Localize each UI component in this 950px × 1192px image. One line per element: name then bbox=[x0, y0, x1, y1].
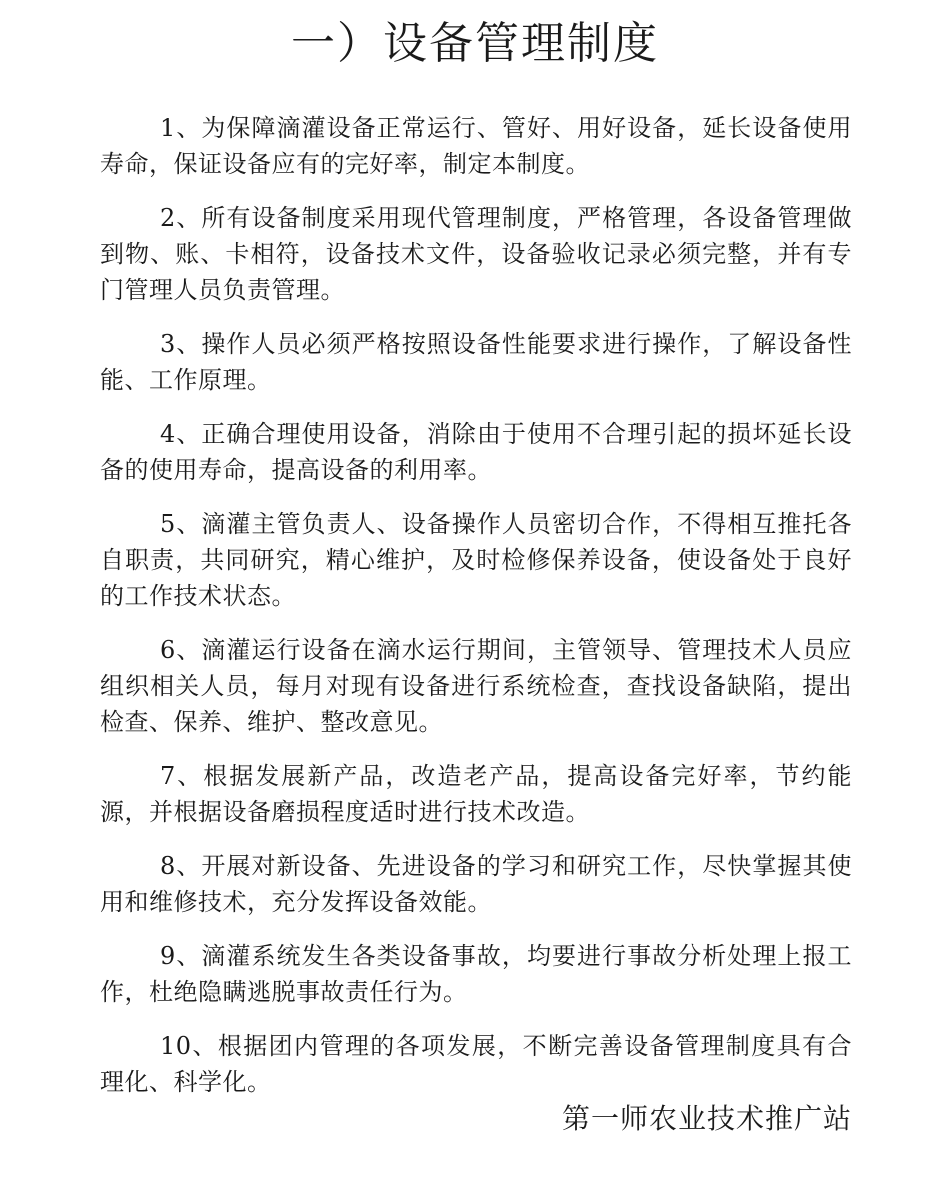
document-body bbox=[100, 110, 852, 1118]
document-title: 一）设备管理制度 bbox=[291, 18, 659, 69]
signature-organization: 第一师农业技术推广站 bbox=[561, 1102, 852, 1135]
paragraph-10: 10、根据团内管理的各项发展，不断完善设备管理制度具有合理化、科学化。 bbox=[100, 1032, 852, 1096]
paragraph-1: 1、为保障滴灌设备正常运行、管好、用好设备，延长设备使用寿命，保证设备应有的完好率，制定本制度。 bbox=[100, 114, 852, 178]
paragraph-2: 2、所有设备制度采用现代管理制度，严格管理，各设备管理做到物、账、卡相符，设备技术文件，设备验收记录必须完整，并有专门管理人员负责管理。 bbox=[100, 204, 852, 304]
paragraph-7: 7、根据发展新产品，改造老产品，提高设备完好率，节约能源，并根据设备磨损程度适时进行技术改造。 bbox=[100, 762, 852, 826]
paragraph-9: 9、滴灌系统发生各类设备事故，均要进行事故分析处理上报工作，杜绝隐瞒逃脱事故责任行为。 bbox=[100, 942, 852, 1006]
paragraph-5: 5、滴灌主管负责人、设备操作人员密切合作，不得相互推托各自职责，共同研究，精心维护，及时检修保养设备，使设备处于良好的工作技术状态。 bbox=[100, 510, 852, 610]
paragraph-8: 8、开展对新设备、先进设备的学习和研究工作，尽快掌握其使用和维修技术，充分发挥设备效能。 bbox=[100, 852, 852, 916]
paragraph-6: 6、滴灌运行设备在滴水运行期间，主管领导、管理技术人员应组织相关人员，每月对现有设备进行系统检查，查找设备缺陷，提出检查、保养、维护、整改意见。 bbox=[100, 636, 852, 736]
paragraph-3: 3、操作人员必须严格按照设备性能要求进行操作，了解设备性能、工作原理。 bbox=[100, 330, 852, 394]
paragraph-4: 4、正确合理使用设备，消除由于使用不合理引起的损坏延长设备的使用寿命，提高设备的利用率。 bbox=[100, 420, 852, 484]
